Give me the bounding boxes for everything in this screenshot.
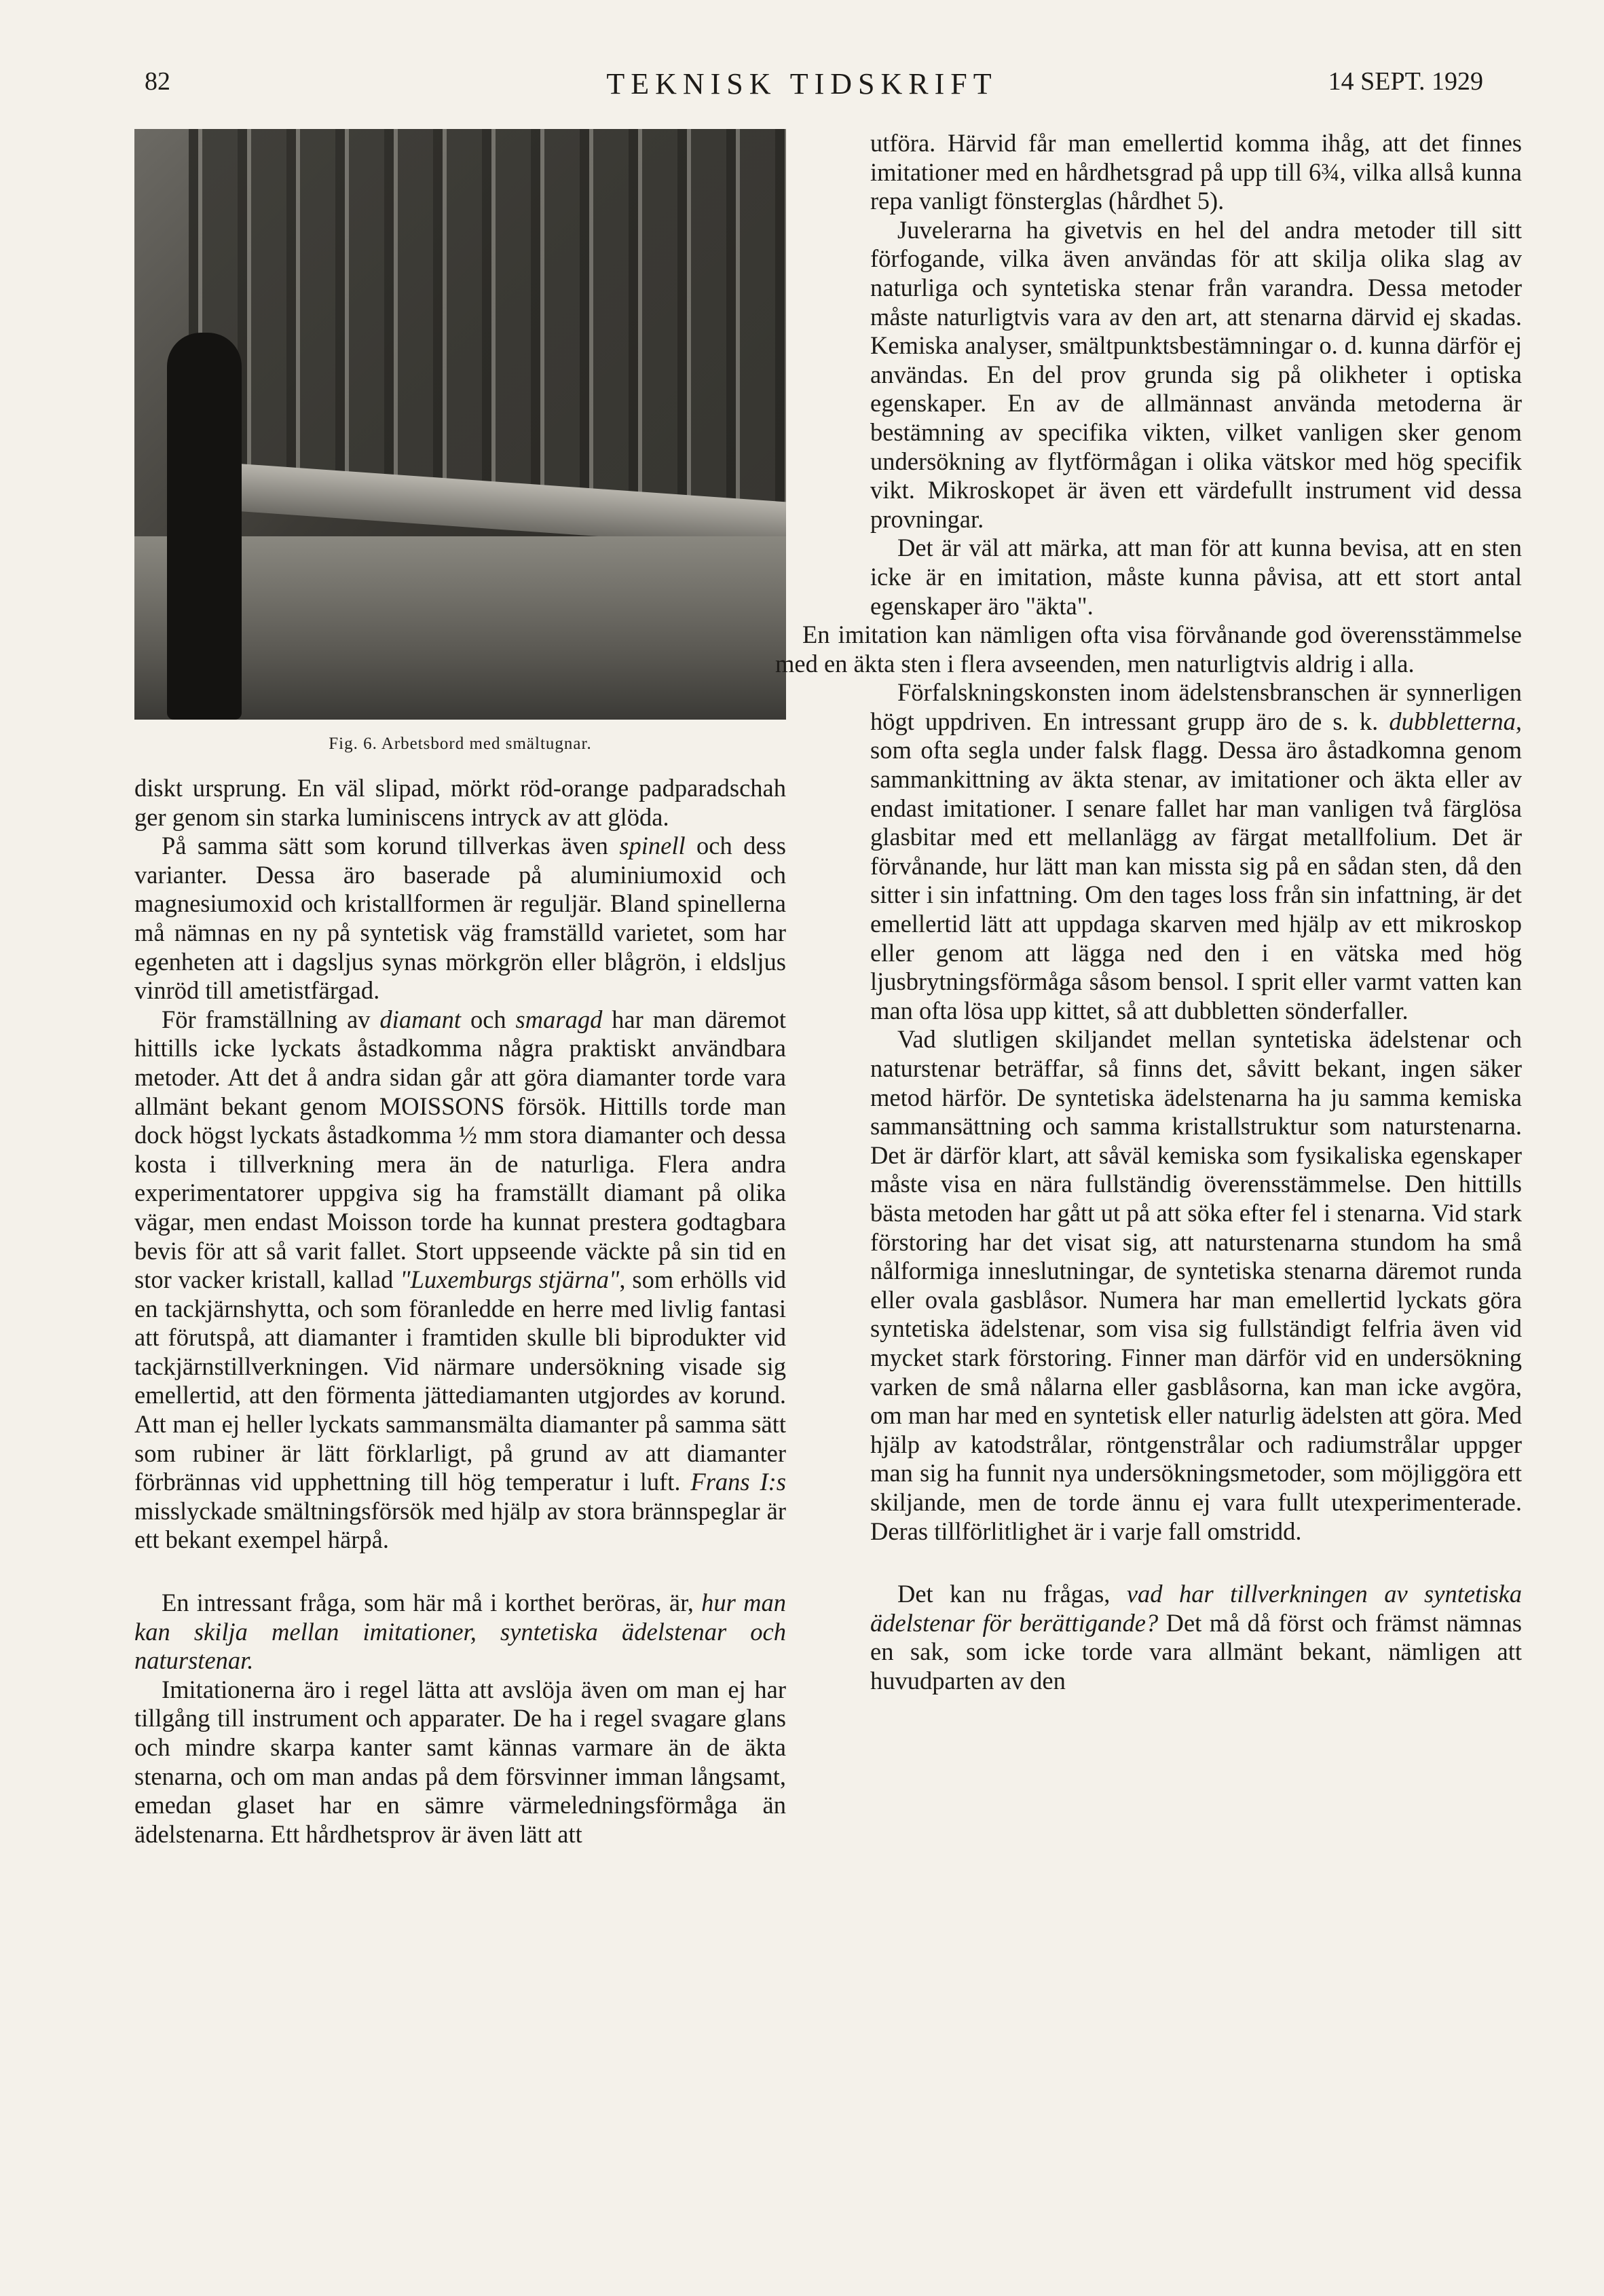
paragraph: Imitationerna äro i regel lätta att avslöja även om man ej har tillgång till instrument och apparater. De ha i regel svagare glans och mindre skarpa kanter samt kännas varmare än de äkta stenarna, och om man andas på dem försvinner imman långsamt, emedan glaset har en sämre värmeledningsförmåga än ädelstenarna. Ett hårdhetsprov är även lätt att xyxy=(134,1675,786,1848)
text-run: På samma sätt som korund tillverkas även xyxy=(162,832,620,860)
text-run: Det må då först och främst nämnas en sak, som icke torde vara allmänt bekant, nämligen att huvudparten av den xyxy=(870,1608,1522,1695)
emphasis: "Luxemburgs stjärna" xyxy=(400,1265,620,1294)
text-run: och xyxy=(461,1005,516,1033)
text-run: och dess varianter. Dessa äro baserade på aluminiumoxid och magnesiumoxid och kristallformen är reguljär. Bland spinellerna må nämnas en ny på syntetisk väg framställd varietet, som har egenheten att i dagsljus synas mörkgrön eller blågrön, i eldsljus vinröd till ametistfärgad. xyxy=(134,832,786,1005)
page-number: 82 xyxy=(145,67,170,96)
paragraph xyxy=(134,1589,786,1675)
paragraph: Vad slutligen skiljandet mellan syntetiska ädelstenar och naturstenar beträffar, så finns det, såvitt bekant, ingen säker metod härför. De syntetiska ädelstenarna ha ju samma kemiska sammansättning och samma kristallstruktur som naturstenarna. Det är därför klart, att såväl kemiska som fysikaliska egenskaper måste visa en nära fullständig överensstämmelse. Den hittills bästa metoden har gått ut på att söka efter fel i stenarna. Vid stark förstoring har det visat sig, att naturstenarna stundom ha små nålformiga inneslutningar, de syntetiska stenarna däremot runda eller ovala gasblåsor. Numera har man emellertid lyckats göra syntetiska ädelstenar, som visa sig fullständigt felfria även vid mycket stark förstoring. Finner man därför vid en undersökning varken de små nålarna eller gasblåsorna, kan man icke avgöra, om man har med en syntetisk eller naturlig ädelsten att göra. Med hjälp av katodstrålar, röntgenstrålar och radiumstrålar uppger man sig ha funnit nya undersökningsmetoder, som möjliggöra ett skiljande, men de torde ännu ej vara fullt utexperimenterade. Deras tillförlitlighet är i varje fall omstridd. xyxy=(870,1025,1522,1545)
emphasis: hur man kan skilja mellan imitationer, syntetiska ädelstenar och naturstenar. xyxy=(134,1589,786,1675)
paragraph xyxy=(870,1580,1522,1695)
text-run: misslyckade smältningsförsök med hjälp av stora brännspeglar är ett bekant exempel härpå. xyxy=(134,1496,786,1554)
worker-figure xyxy=(167,333,242,720)
journal-title: TEKNISK TIDSKRIFT xyxy=(606,67,998,100)
emphasis: diamant xyxy=(379,1005,462,1033)
paragraph xyxy=(134,832,786,1005)
text-run: har man däremot hittills icke lyckats åstadkomma några praktiskt användbara metoder. Att det å andra sidan går att göra diamanter torde vara allmänt bekant genom MOISSONS försök. Hittills torde man dock högst lyckats åstadkomma ½ mm stora diamanter och dessa kosta i tillverkning mera än de naturliga. Flera andra experimentatorer uppgiva sig ha framställt diamant på olika vägar, men endast Moisson torde ha kunnat prestera godtagbara bevis för att så varit fallet. Stort uppseende väckte på sin tid en stor vacker kristall, kallad xyxy=(134,1005,786,1294)
running-head xyxy=(0,67,1604,107)
right-column xyxy=(775,129,1522,1695)
text-run: Det kan nu frågas, xyxy=(897,1580,1127,1608)
figure-caption: Fig. 6. Arbetsbord med smältugnar. xyxy=(329,735,592,753)
left-column xyxy=(134,129,786,1849)
emphasis: dubbletterna, xyxy=(1389,707,1522,735)
emphasis: smaragd xyxy=(515,1005,603,1033)
text-run: En intressant fråga, som här må i korthet beröras, är, xyxy=(162,1589,702,1617)
figure-photo xyxy=(134,129,786,720)
text-run: , som erhölls vid en tackjärnshytta, och som föranledde en herre med livlig fantasi att förutspå, att diamanter i framtiden skulle bli biprodukter vid tackjärnstillverkningen. Vid närmare undersökning visade sig emellertid, att den förmenta jättediamanten utgjordes av korund. Att man ej heller lyckats sammansmälta diamanter på samma sätt som rubiner är lätt förklarligt, på grund av att diamanter förbrännas vid upphettning till hög temperatur i luft. xyxy=(134,1265,787,1496)
text-run: som ofta segla under falsk flagg. Dessa äro åstadkomna genom sammankittning av äkta stenar, av imitationer och äkta eller av endast imitationer. I senare fallet har man vanligen två färglösa glasbitar med ett mellanlägg av färgat metallfolium. Det är förvånande, hur lätt man kan missta sig på en sådan sten, då den sitter i sin infattning. Om den tages loss från sin infattning, är det emellertid lätt att uppdaga skarven med hjälp av ett mikroskop eller genom att lägga ned den i en vätska med hög ljusbrytningsförmåga såsom bensol. I sprit eller varmt vatten kan man ofta lösa upp kittet, så att dubbletten sönderfaller. xyxy=(870,736,1522,1024)
paragraph: utföra. Härvid får man emellertid komma ihåg, att det finnes imitationer med en hårdhetsgrad på upp till 6¾, vilka allså kunna repa vanligt fönsterglas (hårdhet 5). xyxy=(870,129,1522,215)
emphasis: Frans I:s xyxy=(690,1468,786,1496)
paragraph: Juvelerarna ha givetvis en hel del andra metoder till sitt förfogande, vilka även användas för att skilja olika slag av naturliga och syntetiska stenar från varandra. Dessa metoder måste naturligtvis vara av den art, att stenarna därvid ej skadas. Kemiska analyser, smältpunktsbestämningar o. d. kunna därför ej användas. En del prov grunda sig på olikheter i optiska egenskaper. En av de allmännast använda metoderna är bestämning av specifika vikten, vilket vanligen sker genom undersökning av flytförmågan i olika vätskor med hög specifik vikt. Mikroskopet är även ett värdefullt instrument vid dessa provningar. xyxy=(870,215,1522,533)
text-run: Förfalskningskonsten inom ädelstensbranschen är synnerligen högt uppdriven. En intressant grupp äro de s. k. xyxy=(870,678,1522,735)
emphasis: vad har tillverkningen av syntetiska ädelstenar för berättigande? xyxy=(870,1580,1522,1637)
paragraph: diskt ursprung. En väl slipad, mörkt röd-orange padparadschah ger genom sin starka luminiscens intryck av att glöda. xyxy=(134,774,786,831)
paragraph: Det är väl att märka, att man för att kunna bevisa, att en sten icke är en imitation, måste kunna påvisa, att ett stort antal egenskaper äro "äkta". xyxy=(870,534,1522,620)
paragraph xyxy=(870,678,1522,1025)
paragraph: En imitation kan nämligen ofta visa förvånande god överensstämmelse med en äkta sten i flera avseenden, men naturligtvis aldrig i alla. xyxy=(775,621,1522,678)
issue-date: 14 SEPT. 1929 xyxy=(1328,67,1483,96)
emphasis: spinell xyxy=(619,832,686,860)
furnace-rack xyxy=(189,129,786,509)
paragraph xyxy=(134,1005,786,1555)
text-run: För framställning av xyxy=(162,1005,380,1033)
